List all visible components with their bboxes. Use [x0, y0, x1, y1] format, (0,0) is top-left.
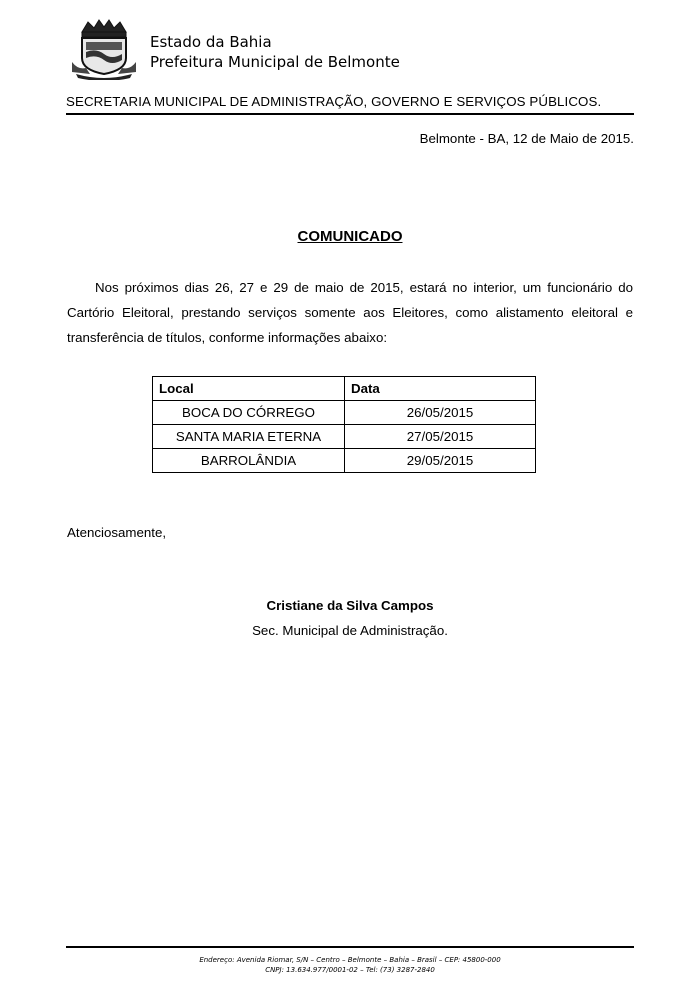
footer-divider — [66, 946, 634, 948]
prefeitura-name: Prefeitura Municipal de Belmonte — [150, 53, 400, 71]
body-paragraph — [67, 275, 633, 350]
table-row — [153, 425, 536, 449]
signatory-role: Sec. Municipal de Administração. — [252, 623, 448, 638]
cell-data: 26/05/2015 — [345, 401, 536, 425]
footer-address-line: Endereço: Avenida Riomar, S/N – Centro – Belmonte – Bahia – Brasil – CEP: 45800-000 — [199, 956, 501, 964]
state-name: Estado da Bahia — [150, 33, 272, 51]
column-header-data: Data — [345, 377, 536, 401]
table-header-row — [153, 377, 536, 401]
cell-data: 27/05/2015 — [345, 425, 536, 449]
signatory-name: Cristiane da Silva Campos — [266, 598, 434, 613]
header-title-block — [150, 32, 400, 72]
cell-local: SANTA MARIA ETERNA — [153, 425, 345, 449]
cell-local: BOCA DO CÓRREGO — [153, 401, 345, 425]
locations-table — [152, 376, 536, 473]
body-text: Nos próximos dias 26, 27 e 29 de maio de 2015, estará no interior, um funcionário do Cartório Eleitoral, prestando serviços somente aos Eleitores, como alistamento eleitoral e transferência de títulos, conforme informações abaixo: — [67, 280, 633, 345]
secretaria-heading: SECRETARIA MUNICIPAL DE ADMINISTRAÇÃO, GOVERNO E SERVIÇOS PÚBLICOS. — [66, 94, 634, 115]
footer-contact-line: CNPJ: 13.634.977/0001-02 – Tel: (73) 3287-2840 — [265, 966, 435, 974]
column-header-local: Local — [153, 377, 345, 401]
municipal-crest-logo — [68, 18, 140, 80]
document-title: COMUNICADO — [297, 228, 403, 245]
cell-local: BARROLÂNDIA — [153, 449, 345, 473]
table-row — [153, 449, 536, 473]
closing-salutation: Atenciosamente, — [67, 525, 167, 540]
dateline: Belmonte - BA, 12 de Maio de 2015. — [419, 131, 634, 146]
cell-data: 29/05/2015 — [345, 449, 536, 473]
footer-address — [0, 955, 700, 975]
table-row — [153, 401, 536, 425]
